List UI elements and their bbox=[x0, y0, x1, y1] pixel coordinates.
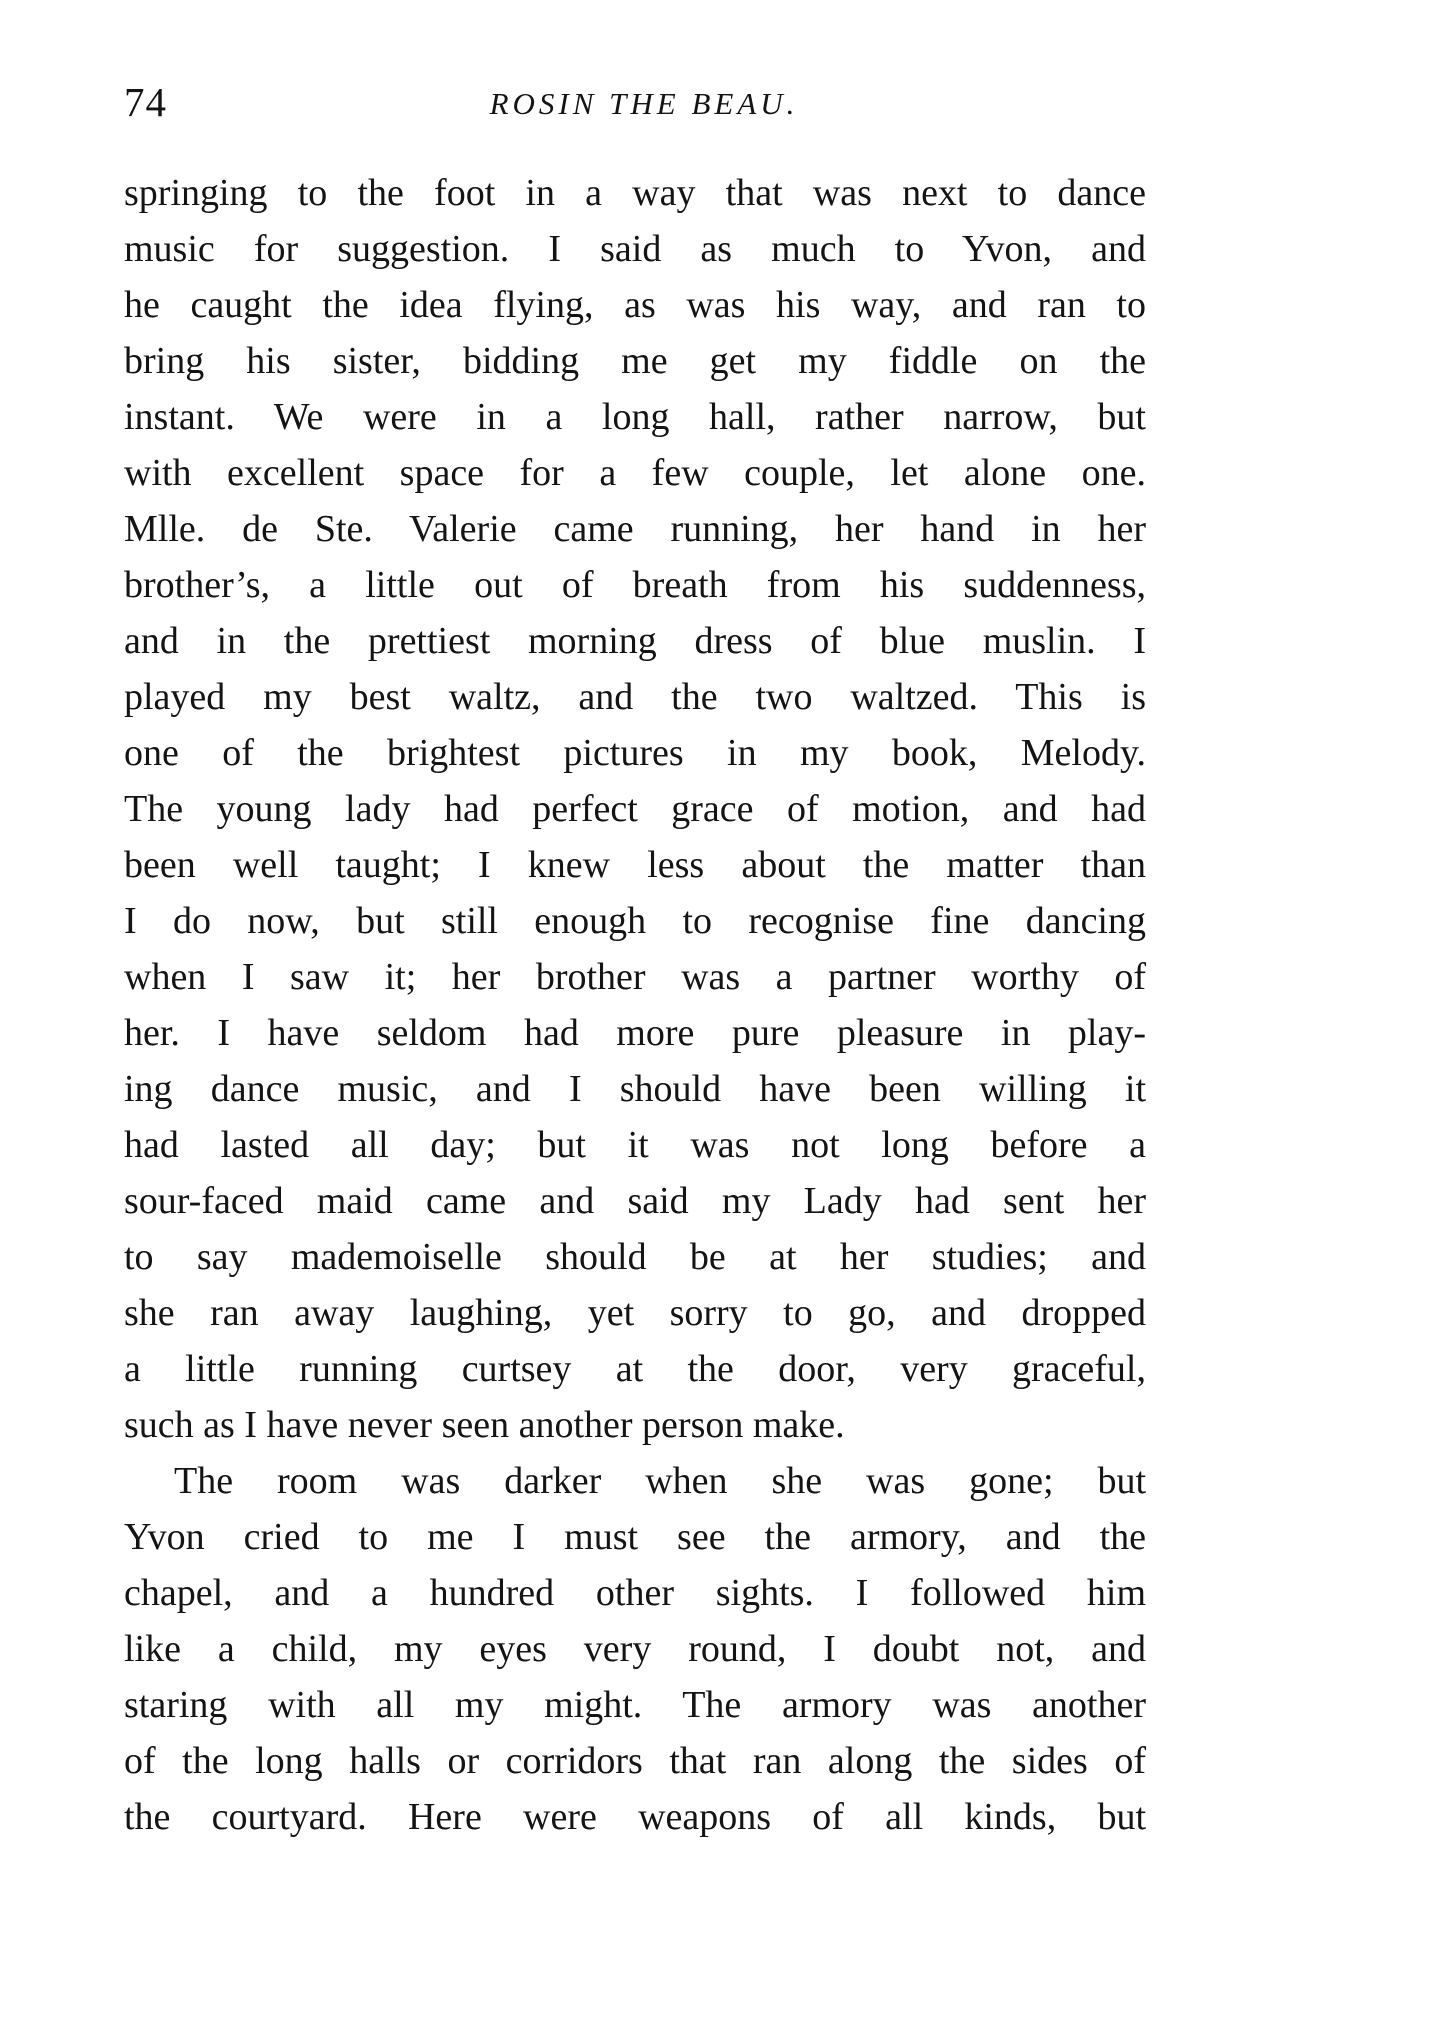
text-line: like a child, my eyes very round, I doubt not, and bbox=[124, 1628, 1146, 1670]
text-line: instant. We were in a long hall, rather narrow, but bbox=[124, 396, 1146, 438]
text-line: to say mademoiselle should be at her studies; and bbox=[124, 1236, 1146, 1278]
text-line: chapel, and a hundred other sights. I followed him bbox=[124, 1572, 1146, 1614]
text-line: staring with all my might. The armory was another bbox=[124, 1684, 1146, 1726]
paragraph bbox=[124, 1453, 1146, 1845]
text-line: brother’s, a little out of breath from his suddenness, bbox=[124, 564, 1146, 606]
text-line: Yvon cried to me I must see the armory, and the bbox=[124, 1516, 1146, 1558]
text-line: her. I have seldom had more pure pleasure in play- bbox=[124, 1012, 1146, 1054]
text-line: been well taught; I knew less about the matter than bbox=[124, 844, 1146, 886]
page-header bbox=[124, 72, 1146, 132]
body-text bbox=[124, 165, 1146, 1845]
text-line: bring his sister, bidding me get my fiddle on the bbox=[124, 340, 1146, 382]
text-line: had lasted all day; but it was not long before a bbox=[124, 1124, 1146, 1166]
text-line: The young lady had perfect grace of motion, and had bbox=[124, 788, 1146, 830]
text-line: springing to the foot in a way that was next to dance bbox=[124, 172, 1146, 214]
text-line: she ran away laughing, yet sorry to go, and dropped bbox=[124, 1292, 1146, 1334]
text-line: with excellent space for a few couple, let alone one. bbox=[124, 452, 1146, 494]
text-line: the courtyard. Here were weapons of all kinds, but bbox=[124, 1796, 1146, 1838]
running-head: ROSIN THE BEAU. bbox=[489, 86, 799, 121]
text-line: played my best waltz, and the two waltzed. This is bbox=[124, 676, 1146, 718]
text-line: The room was darker when she was gone; but bbox=[174, 1460, 1146, 1502]
text-line: sour-faced maid came and said my Lady had sent her bbox=[124, 1180, 1146, 1222]
text-line: he caught the idea flying, as was his way, and ran to bbox=[124, 284, 1146, 326]
paragraph bbox=[124, 165, 1146, 1453]
text-line: Mlle. de Ste. Valerie came running, her hand in her bbox=[124, 508, 1146, 550]
text-line: of the long halls or corridors that ran along the sides of bbox=[124, 1740, 1146, 1782]
text-line: music for suggestion. I said as much to Yvon, and bbox=[124, 228, 1146, 270]
text-line: and in the prettiest morning dress of blue muslin. I bbox=[124, 620, 1146, 662]
text-line: one of the brightest pictures in my book, Melody. bbox=[124, 732, 1146, 774]
text-line: a little running curtsey at the door, very graceful, bbox=[124, 1348, 1146, 1390]
text-line: ing dance music, and I should have been willing it bbox=[124, 1068, 1146, 1110]
text-line: such as I have never seen another person make. bbox=[124, 1404, 845, 1446]
page-number: 74 bbox=[124, 79, 167, 125]
text-line: I do now, but still enough to recognise fine dancing bbox=[124, 900, 1146, 942]
text-line: when I saw it; her brother was a partner worthy of bbox=[124, 956, 1146, 998]
